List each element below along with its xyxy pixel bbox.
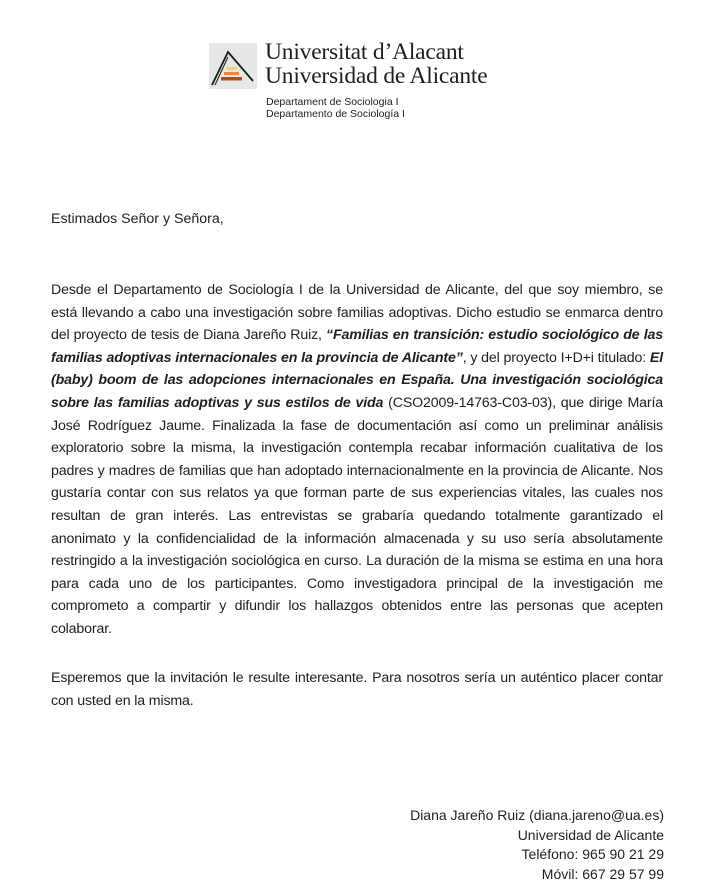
thesis-title: “Familias en transición: estudio sociológico de las familias adoptivas internacionales en la provincia de Alicante” bbox=[51, 327, 663, 366]
department-name-spanish: Departamento de Sociología I bbox=[266, 108, 405, 120]
salutation: Estimados Señor y Señora, bbox=[51, 211, 224, 227]
body-text-details: (CSO2009-14763-C03-03), que dirige María José Rodríguez Jaume. Finalizada la fase de documentación así como un preliminar análisis exploratorio sobre la misma, la investigación contempla recabar información cualitativa de los padres y madres de familias que han adoptado internacionalmente en la provincia de Alicante. Nos gustaría contar con sus relatos ya que forman parte de sus experiencias vitales, las cuales nos resultan de gran interés. Las entrevistas se grabaría quedando totalmente garantizado el anonimato y la confidencialidad de la información almacenada y su uso sería absolutamente restringido a la investigación sociológica en curso. La duración de la misma se estima en una hora para cada uno de los participantes. Como investigadora principal de la investigación me comprometo a compartir y difundir los hallazgos obtenidos entre las personas que acepten colaborar. bbox=[51, 394, 664, 637]
signature-phone: Teléfono: 965 90 21 29 bbox=[521, 846, 664, 862]
signature-name-email: Diana Jareño Ruiz (diana.jareno@ua.es) bbox=[410, 807, 664, 823]
project-title: El (baby) boom de las adopciones internacionales en España. Una investigación sociológica sobre las familias adoptivas y sus estilos de vida bbox=[51, 349, 664, 411]
department-name-valencian: Departament de Sociologia I bbox=[266, 96, 399, 108]
university-name-valencian: Universitat d’Alacant bbox=[265, 39, 464, 65]
closing-paragraph: Esperemos que la invitación le resulte interesante. Para nosotros sería un auténtico placer contar con usted en la misma. bbox=[51, 670, 663, 709]
university-logo-icon bbox=[209, 43, 257, 89]
body-text-intro: Desde el Departamento de Sociología I de la Universidad de Alicante, del que soy miembro, se está llevando a cabo una investigación sobre familias adoptivas. Dicho estudio se enmarca dentro del proyecto de tesis de Diana Jareño Ruiz, bbox=[51, 282, 663, 344]
signature-mobile: Móvil: 667 29 57 99 bbox=[541, 865, 664, 882]
letterhead bbox=[209, 39, 509, 123]
letter-body-paragraph bbox=[51, 279, 663, 641]
university-name-spanish: Universidad de Alicante bbox=[265, 63, 488, 89]
body-text-project-intro: , y del proyecto I+D+i titulado: bbox=[462, 349, 650, 366]
signature-institution: Universidad de Alicante bbox=[517, 826, 664, 843]
signature-block bbox=[410, 806, 664, 884]
